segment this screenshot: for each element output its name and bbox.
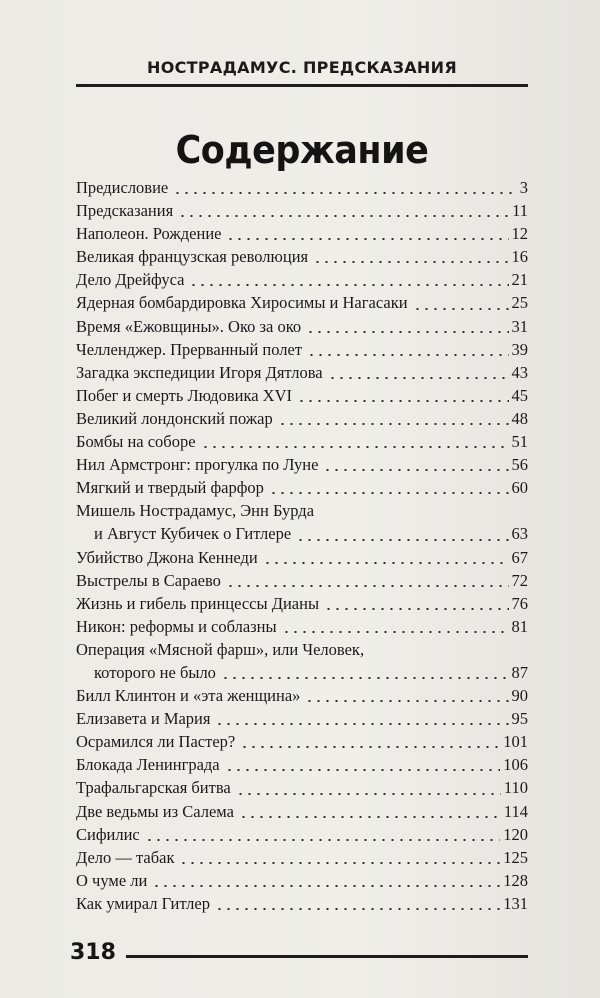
toc-leader-dots [305, 700, 508, 702]
toc-leader-dots [226, 238, 508, 240]
toc-entry [76, 753, 528, 776]
toc-leader-dots [221, 677, 509, 679]
running-header-title: НОСТРАДАМУС. ПРЕДСКАЗАНИЯ [147, 58, 457, 77]
toc-leader-dots [152, 885, 500, 887]
toc-leader-dots [323, 469, 508, 471]
toc-leader-dots [324, 608, 508, 610]
toc-entry-page: 81 [511, 616, 528, 636]
toc-entry [76, 315, 528, 338]
running-header [76, 58, 528, 78]
toc-entry-title: О чуме ли [76, 870, 148, 890]
toc-entry [76, 222, 528, 245]
toc-entry-page: 87 [511, 662, 528, 682]
toc-entry [76, 338, 528, 361]
toc-entry-title: Сифилис [76, 824, 140, 844]
page-title: Содержание [175, 128, 429, 172]
toc-entry [76, 892, 528, 915]
toc-leader-dots [240, 746, 500, 748]
toc-entry-page: 45 [511, 385, 528, 405]
toc-entry [76, 268, 528, 291]
toc-entry-page: 39 [511, 339, 528, 359]
toc-leader-dots [201, 446, 509, 448]
toc-entry-page: 90 [511, 686, 528, 706]
toc-entry [76, 684, 528, 707]
toc-entry [76, 453, 528, 476]
toc-entry [76, 291, 528, 314]
toc-entry [76, 776, 528, 799]
toc-entry-title: Загадка экспедиции Игоря Дятлова [76, 362, 323, 382]
toc-entry-title: Осрамился ли Пастер? [76, 732, 236, 752]
toc-entry [76, 522, 528, 545]
toc-leader-dots [189, 284, 508, 286]
toc-entry-title: Никон: реформы и соблазны [76, 616, 277, 636]
toc-entry [76, 569, 528, 592]
toc-entry-page: 106 [503, 755, 528, 775]
toc-entry-title: Великий лондонский пожар [76, 408, 273, 428]
toc-leader-dots [413, 308, 509, 310]
toc-entry-title: Дело — табак [76, 847, 175, 867]
toc-leader-dots [236, 793, 501, 795]
toc-entry-page: 51 [511, 432, 528, 452]
toc-leader-dots [269, 492, 509, 494]
toc-entry [76, 361, 528, 384]
toc-entry-page: 76 [511, 593, 528, 613]
toc-entry [76, 800, 528, 823]
toc-entry-title: Дело Дрейфуса [76, 270, 185, 290]
toc-leader-dots [296, 539, 508, 541]
toc-entry-page: 25 [511, 293, 528, 313]
toc-leader-dots [239, 816, 501, 818]
toc-entry-page: 3 [519, 178, 528, 197]
toc-entry-page: 31 [511, 316, 528, 336]
toc-entry-title: Нил Армстронг: прогулка по Луне [76, 455, 319, 475]
toc-entry [76, 407, 528, 430]
toc-leader-dots [145, 839, 501, 841]
toc-entry-page: 56 [511, 455, 528, 475]
toc-entry-title: Время «Ежовщины». Око за око [76, 316, 302, 336]
toc-entry-title: Блокада Ленинграда [76, 755, 220, 775]
toc-entry-page: 12 [511, 224, 528, 244]
toc-entry-page: 128 [503, 870, 528, 890]
toc-entry-page: 21 [511, 270, 528, 290]
toc-leader-dots [173, 192, 517, 194]
toc-entry-title: Побег и смерть Людовика XVI [76, 385, 292, 405]
toc-leader-dots [215, 723, 508, 725]
toc-entry [76, 730, 528, 753]
toc-entry [76, 823, 528, 846]
toc-entry [76, 592, 528, 615]
toc-leader-dots [313, 261, 508, 263]
toc-entry-title: Трафальгарская битва [76, 778, 231, 798]
toc-entry-page: 131 [503, 893, 528, 913]
toc-entry [76, 476, 528, 499]
toc-entry-page: 125 [503, 847, 528, 867]
toc-entry-title: Бомбы на соборе [76, 432, 196, 452]
toc-entry-title: Ядерная бомбардировка Хиросимы и Нагасаки [76, 293, 408, 313]
toc-leader-dots [328, 377, 509, 379]
toc-entry [76, 199, 528, 222]
toc-entry-page: 63 [511, 524, 528, 544]
toc-entry-page: 120 [503, 824, 528, 844]
toc-entry [76, 869, 528, 892]
toc-entry [76, 846, 528, 869]
toc-leader-dots [278, 423, 509, 425]
toc-leader-dots [225, 769, 501, 771]
toc-entry [76, 384, 528, 407]
toc-entry-title: Выстрелы в Сараево [76, 570, 221, 590]
toc-entry-page: 110 [503, 778, 528, 798]
toc-leader-dots [306, 331, 508, 333]
toc-entry [76, 245, 528, 268]
toc-entry-page: 72 [511, 570, 528, 590]
toc-entry-title: Мягкий и твердый фарфор [76, 478, 264, 498]
toc-entry-title: Жизнь и гибель принцессы Дианы [76, 593, 320, 613]
toc-entry-title: Великая французская революция [76, 247, 309, 267]
toc-entry-title: Убийство Джона Кеннеди [76, 547, 258, 567]
toc-leader-dots [215, 908, 500, 910]
toc-leader-dots [179, 862, 500, 864]
toc-entry-page: 48 [511, 408, 528, 428]
toc-entry-title: Челленджер. Прерванный полет [76, 339, 303, 359]
toc-entry [76, 661, 528, 684]
toc-entry [76, 615, 528, 638]
toc-entry-title: Две ведьмы из Салема [76, 801, 234, 821]
toc-entry-title: Елизавета и Мария [76, 709, 211, 729]
toc-entry-title: Предисловие [76, 178, 169, 197]
table-of-contents [76, 176, 528, 915]
toc-entry-page: 60 [511, 478, 528, 498]
toc-entry-page: 67 [511, 547, 528, 567]
toc-entry-title: и Август Кубичек о Гитлере [94, 524, 292, 544]
toc-entry-title: Операция «Мясной фарш», или Человек, [76, 639, 365, 659]
toc-entry-page: 16 [511, 247, 528, 267]
toc-entry [76, 546, 528, 569]
toc-entry [76, 707, 528, 730]
toc-entry-page: 101 [503, 732, 528, 752]
toc-entry-title: Наполеон. Рождение [76, 224, 222, 244]
header-rule [76, 84, 528, 87]
toc-entry-title: Как умирал Гитлер [76, 893, 210, 913]
toc-leader-dots [282, 631, 509, 633]
page-number: 318 [70, 940, 116, 965]
toc-entry-title: Предсказания [76, 201, 174, 221]
toc-leader-dots [178, 215, 509, 217]
toc-entry-page: 95 [511, 709, 528, 729]
toc-entry [76, 430, 528, 453]
toc-leader-dots [263, 562, 509, 564]
toc-leader-dots [297, 400, 509, 402]
toc-entry-title: Билл Клинтон и «эта женщина» [76, 686, 301, 706]
toc-entry-page: 11 [512, 201, 528, 221]
footer-rule [126, 955, 528, 958]
toc-leader-dots [226, 585, 509, 587]
toc-entry [76, 176, 528, 199]
toc-leader-dots [307, 354, 508, 356]
toc-entry-page: 114 [503, 801, 528, 821]
toc-entry-page: 43 [511, 362, 528, 382]
toc-entry-title: которого не было [94, 662, 216, 682]
toc-entry-title: Мишель Нострадамус, Энн Бурда [76, 501, 315, 521]
